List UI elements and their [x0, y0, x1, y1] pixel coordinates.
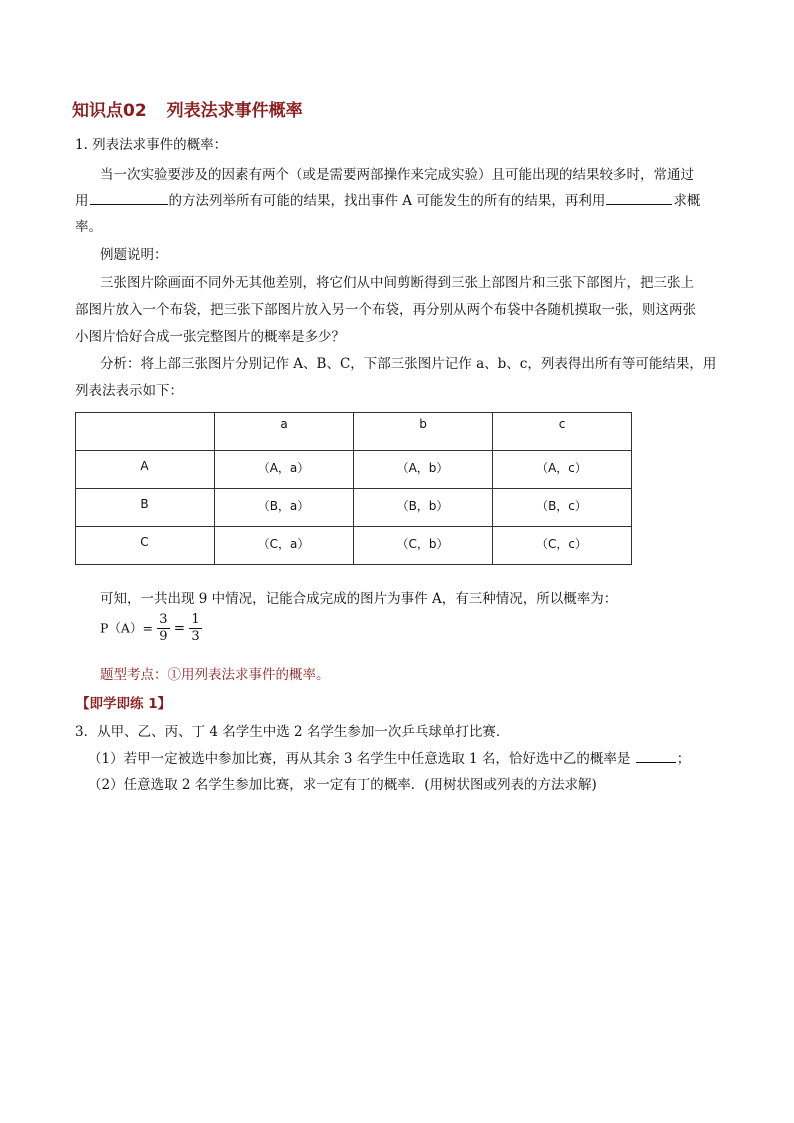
point1-line2-c: 求概 — [673, 193, 701, 209]
fraction-denominator: 3 — [191, 629, 200, 644]
practice-q1-text: （1）若甲一定被选中参加比赛，再从其余 3 名学生中任意选取 1 名，恰好选中乙的概率是 — [88, 751, 631, 767]
probability-label: P（A）= — [100, 620, 153, 636]
table-row-header: C — [76, 527, 215, 565]
table-corner-cell — [76, 413, 215, 451]
fraction-denominator: 9 — [159, 629, 168, 644]
table-cell: （A，a） — [215, 451, 354, 489]
table-cell: （A，c） — [493, 451, 632, 489]
table-cell: （B，b） — [354, 489, 493, 527]
fraction-numerator: 3 — [159, 612, 168, 627]
conclusion-text: 可知，一共出现 9 中情况，记能合成完成的图片为事件 A，有三种情况，所以概率为： — [100, 591, 618, 607]
practice-q2: （2）任意选取 2 名学生参加比赛，求一定有丁的概率．(用树状图或列表的方法求解) — [88, 777, 597, 793]
point1-line2-a: 用 — [75, 193, 89, 209]
table-row-header: A — [76, 451, 215, 489]
equals-sign: = — [173, 620, 186, 637]
example-p1: 三张图片除画面不同外无其他差别，将它们从中间剪断得到三张上部图片和三张下部图片，把三张上 — [100, 275, 694, 291]
fraction-numerator: 1 — [191, 612, 200, 627]
answer-blank — [636, 761, 676, 763]
outcome-table — [75, 412, 632, 565]
table-cell: （C，b） — [354, 527, 493, 565]
table-cell: （B，a） — [215, 489, 354, 527]
table-cell: （C，a） — [215, 527, 354, 565]
fill-blank-2 — [606, 203, 672, 205]
analysis-line2: 列表法表示如下： — [75, 383, 183, 399]
table-row-header: B — [76, 489, 215, 527]
fraction-1-3 — [189, 612, 201, 645]
table-header-row — [76, 413, 632, 451]
point1-line2-b: 的方法列举所有可能的结果，找出事件 A 可能发生的所有的结果，再利用 — [168, 193, 606, 209]
example-p2: 部图片放入一个布袋，把三张下部图片放入另一个布袋，再分别从两个布袋中各随机摸取一张，则这两张 — [75, 302, 696, 318]
table-cell: （A，b） — [354, 451, 493, 489]
practice-q1-end: ； — [676, 751, 691, 767]
table-row — [76, 489, 632, 527]
practice-label: 【即学即练 1】 — [76, 696, 172, 712]
point1-line1: 当一次实验要涉及的因素有两个（或是需要两部操作来完成实验）且可能出现的结果较多时，常通过 — [100, 167, 694, 183]
practice-q1 — [88, 747, 690, 767]
table-row — [76, 527, 632, 565]
section-heading: 列表法求事件概率 — [166, 101, 303, 121]
probability-formula — [100, 612, 202, 645]
table-col-header: b — [354, 413, 493, 451]
practice-question: 3．从甲、乙、丙、丁 4 名学生中选 2 名学生参加一次乒乓球单打比赛． — [75, 724, 510, 740]
point1-line2 — [75, 189, 700, 209]
section-title — [72, 96, 303, 121]
section-label: 知识点02 — [72, 101, 147, 121]
point1-heading: 1. 列表法求事件的概率： — [75, 137, 228, 153]
fraction-3-9 — [157, 612, 169, 645]
table-cell: （B，c） — [493, 489, 632, 527]
table-col-header: c — [493, 413, 632, 451]
point1-line3: 率。 — [75, 219, 102, 235]
table-row — [76, 451, 632, 489]
fill-blank-1 — [90, 203, 168, 205]
table-cell: （C，c） — [493, 527, 632, 565]
analysis-line1: 分析：将上部三张图片分别记作 A、B、C，下部三张图片记作 a、b、c，列表得出所有等可能结果，用 — [100, 356, 717, 372]
table-col-header: a — [215, 413, 354, 451]
question-type-focus: 题型考点：①用列表法求事件的概率。 — [100, 667, 330, 683]
example-label: 例题说明： — [100, 247, 168, 263]
example-p3: 小图片恰好合成一张完整图片的概率是多少？ — [75, 329, 345, 345]
